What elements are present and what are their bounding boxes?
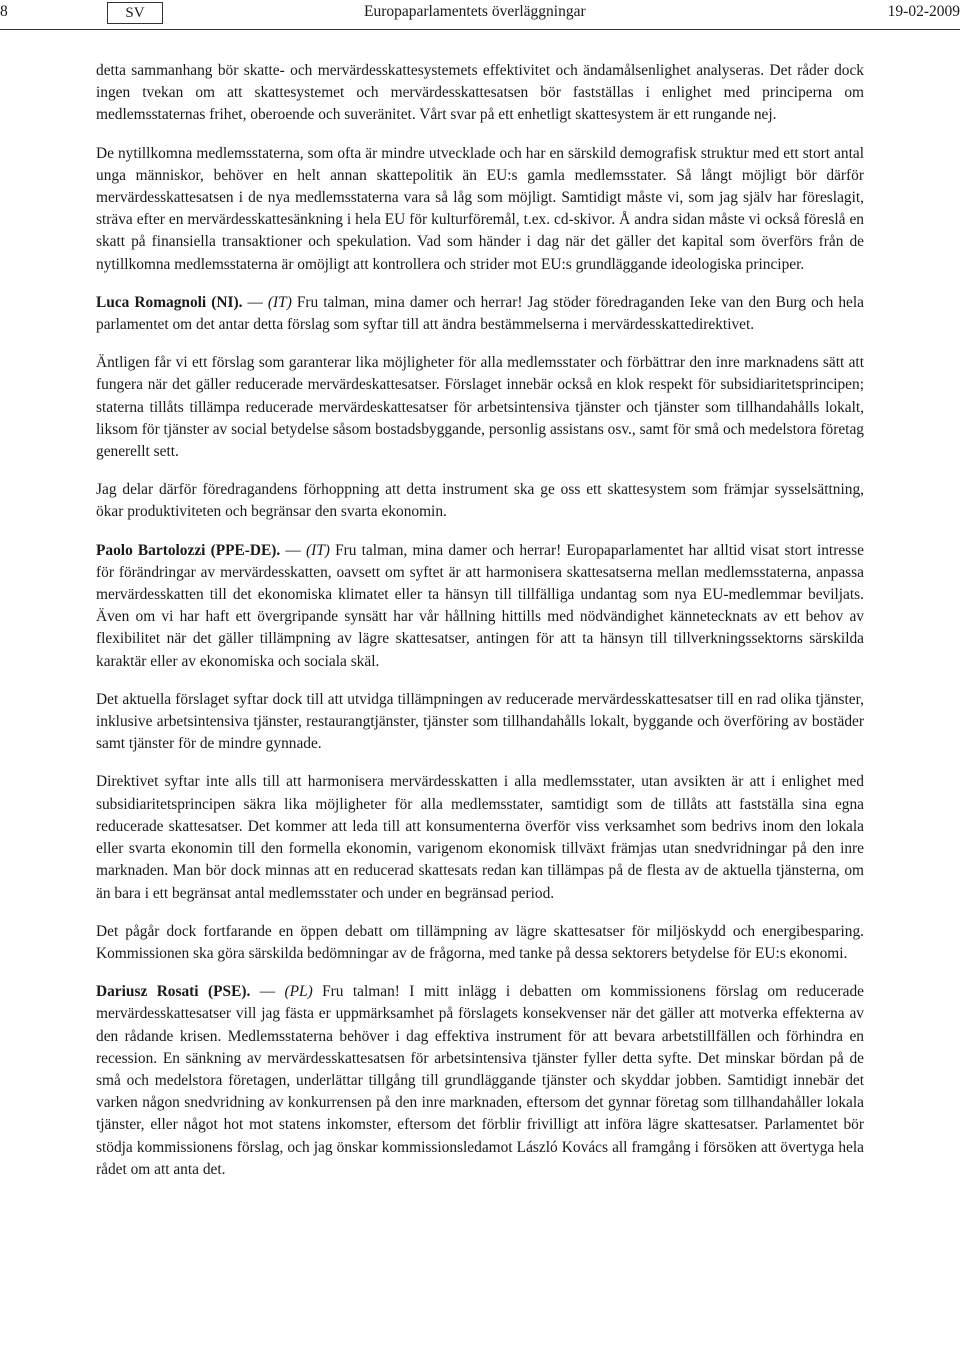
language-code-box: SV — [107, 2, 163, 24]
paragraph — [96, 143, 864, 276]
speech-language: (IT) — [267, 293, 292, 311]
page-number: 8 — [0, 3, 8, 20]
header-rule — [0, 29, 960, 30]
paragraph-text: Fru talman! I mitt inlägg i debatten om kommissionens förslag om reducerade mervärdesskattesatser vill jag fästa er uppmärksamhet på förslagets konsekvenser när det gäller att motverka effekterna av den rådande krisen. Medlemsstaterna behöver i dag effektiva instrument för att bevara arbetstillfällen och förhindra en recession. En sänkning av mervärdesskattesatsen för arbetsintensiva tjänster fyller detta syfte. Det minskar bördan på de små och medelstora företagen, underlättar tillgång till grundläggande tjänster och skyddar jobben. Samtidigt innebär det varken någon snedvridning av konkurrensen på den inre marknaden, eftersom det gynnar företag som tillhandahåller lokala tjänster, eller något hot mot statens inkomster, eftersom det förblir frivilligt att införa lägre skattesatser. Parlamentet bör stödja kommissionens förslag, och jag önskar kommissionsledamot László Kovács all framgång i försöken att övertyga hela rådet om att anta det. — [96, 983, 864, 1178]
speech-language: (PL) — [284, 983, 313, 1001]
document-date: 19-02-2009 — [887, 3, 960, 20]
paragraph-text: Fru talman, mina damer och herrar! Europaparlamentet har alltid visat stort intresse för förändringar av mervärdesskatten, oavsett om syftet är att harmonisera skattesatserna mellan medlemsstaterna, anpassa mervärdesskatten till det ekonomiska klimatet eller ta hänsyn till tillfälliga undantag som nya EU-medlemmar beviljats. Även om vi har haft ett övergripande synsätt har vår hållning hittills med nödvändighet kännetecknats av ett behov av flexibilitet när det gäller tillämpning av lägre skattesatser, antingen för att ta hänsyn till tillverkningssektorns särskilda karaktär eller av ekonomiska och sociala skäl. — [96, 541, 864, 670]
speaker-name: Paolo Bartolozzi (PPE-DE). — [96, 541, 281, 559]
paragraph-text: Direktivet syftar inte alls till att harmonisera mervärdesskatten i alla medlemsstater, utan avsikten är att i enlighet med subsidiaritetsprincipen säkra lika möjligheter för alla medlemsstater, samtidigt som de tillåts att fastställa sina egna reducerade skattesatser. Det kommer att leda till att konsumenterna överför viss verksamhet som bedrivs inom den lokala eller svarta ekonomin till den formella ekonomin, varigenom ekonomisk tillväxt främjas utan snedvridningar på den inre marknaden. Man bör dock minnas att en reducerad skattesats redan kan tillämpas på de flesta av de aktuella tjänsterna, om än bara i ett begränsat antal medlemsstater och under en begränsad period. — [96, 773, 864, 902]
paragraph — [96, 479, 864, 523]
paragraph-text: Jag delar därför föredragandens förhoppning att detta instrument ska ge oss ett skattesystem som främjar sysselsättning, ökar produktiviteten och begränsar den svarta ekonomin. — [96, 481, 864, 521]
paragraph-text: De nytillkomna medlemsstaterna, som ofta är mindre utvecklade och har en särskild demografisk struktur med ett stort antal unga människor, behöver en helt annan skattepolitik än EU:s gamla medlemsstater. Så långt möjligt bör därför mervärdesskattesatsen i de nya medlemsstaterna vara så låg som möjligt. Samtidigt måste vi, som jag själv har föreslagit, sträva efter en mervärdesskattesänkning i hela EU för kulturföremål, t.ex. cd-skivor. Å andra sidan måste vi också föreslå en skatt på finansiella transaktioner och spekulation. Vad som händer i dag när det gäller det kapital som överförs från de nytillkomna medlemsstaterna är omöjligt att kontrollera och strider mot EU:s grundläggande ideologiska principer. — [96, 144, 864, 273]
speech-paragraph: Luca Romagnoli (NI). — (IT) Fru talman, mina damer och herrar! Jag stöder föredraganden Ieke van den Burg och hela parlamentet om det antar detta förslag som syftar till att ändra bestämmelserna i mervärdesskattedirektivet. — [96, 293, 864, 334]
paragraph — [96, 921, 864, 965]
paragraph-text: detta sammanhang bör skatte- och mervärdesskattesystemets effektivitet och ändamålsenlighet analyseras. Det råder dock ingen tvekan om att skattesystemet och mervärdesskattesatsen bör fastställas i enlighet med principerna om medlemsstaternas frihet, oberoende och suveränitet. Vårt svar på ett enhetligt skattesystem är ett rungande nej. — [96, 62, 864, 124]
paragraph-text: Det aktuella förslaget syftar dock till att utvidga tillämpningen av reducerade mervärdesskattesatser till en rad olika tjänster, inklusive arbetsintensiva tjänster, restaurangtjänster, tjänster som tillhandahålls lokalt, byggande och överföring av bostäder samt tjänster för de mindre gynnade. — [96, 690, 864, 753]
speech-language: (IT) — [305, 541, 330, 559]
speaker-name: Luca Romagnoli (NI). — [96, 293, 243, 311]
paragraph-text: Det pågår dock fortfarande en öppen debatt om tillämpning av lägre skattesatser för miljöskydd och energibesparing. Kommissionen ska göra särskilda bedömningar av de frågorna, med tanke på dessa sektorers betydelse för EU:s ekonomi. — [96, 922, 864, 962]
paragraph — [96, 60, 864, 127]
paragraph-text: Fru talman, mina damer och herrar! Jag stöder föredraganden Ieke van den Burg och hela parlamentet om det antar detta förslag som syftar till att ändra bestämmelserna i mervärdesskattedirektivet. — [96, 293, 864, 334]
speaker-name: Dariusz Rosati (PSE). — [96, 983, 251, 1001]
paragraph-text: Äntligen får vi ett förslag som garanterar lika möjligheter för alla medlemsstater och förbättrar den inre marknadens sätt att fungera när det gäller reducerade mervärdeskattesatser. Förslaget innebär också en klok respekt för subsidiaritetsprincipen; staterna tillåts tillämpa reducerade mervärdeskattesatser för arbetsintensiva tjänster och tjänster som tillhandahålls lokalt, liksom för tjänster av social betydelse såsom bostadsbyggande, personlig assistans osv., samt för små och medelstora företag generellt sett. — [96, 354, 864, 461]
document-body — [96, 60, 864, 1197]
speech-paragraph: Dariusz Rosati (PSE). — (PL) Fru talman! I mitt inlägg i debatten om kommissionens förslag om reducerade mervärdesskattesatser vill jag fästa er uppmärksamhet på förslagets konsekvenser när det gäller att motverka effekterna av den rådande krisen. Medlemsstaterna behöver i dag effektiva instrument för att bevara arbetstillfällen och förhindra en recession. En sänkning av mervärdesskattesatsen för arbetsintensiva tjänster fyller detta syfte. Det minskar bördan på de små och medelstora företagen, underlättar tillgång till grundläggande tjänster och skyddar jobben. Samtidigt innebär det varken någon snedvridning av konkurrensen på den inre marknaden, eftersom det gynnar företag som tillhandahåller lokala tjänster, eller något hot mot statens inkomster, eftersom det förblir frivilligt att införa lägre skattesatser. Parlamentet bör stödja kommissionens förslag, och jag önskar kommissionsledamot László Kovács all framgång i försöken att övertyga hela rådet om att anta det. — [96, 983, 864, 1178]
paragraph — [96, 689, 864, 756]
paragraph — [96, 771, 864, 904]
running-title: Europaparlamentets överläggningar — [364, 3, 586, 20]
speech-paragraph: Paolo Bartolozzi (PPE-DE). — (IT) Fru talman, mina damer och herrar! Europaparlamentet har alltid visat stort intresse för förändringar av mervärdesskatten, oavsett om syftet är att harmonisera skattesatserna mellan medlemsstaterna, anpassa mervärdesskatten till det ekonomiska klimatet eller ta hänsyn till tillfälliga undantag som nya EU-medlemmar beviljats. Även om vi har haft ett övergripande synsätt har vår hållning hittills med nödvändighet kännetecknats av ett behov av flexibilitet när det gäller tillämpning av lägre skattesatser, antingen för att ta hänsyn till tillverkningssektorns särskilda karaktär eller av ekonomiska och sociala skäl. — [96, 541, 864, 670]
page-header — [0, 0, 960, 30]
paragraph — [96, 352, 864, 463]
